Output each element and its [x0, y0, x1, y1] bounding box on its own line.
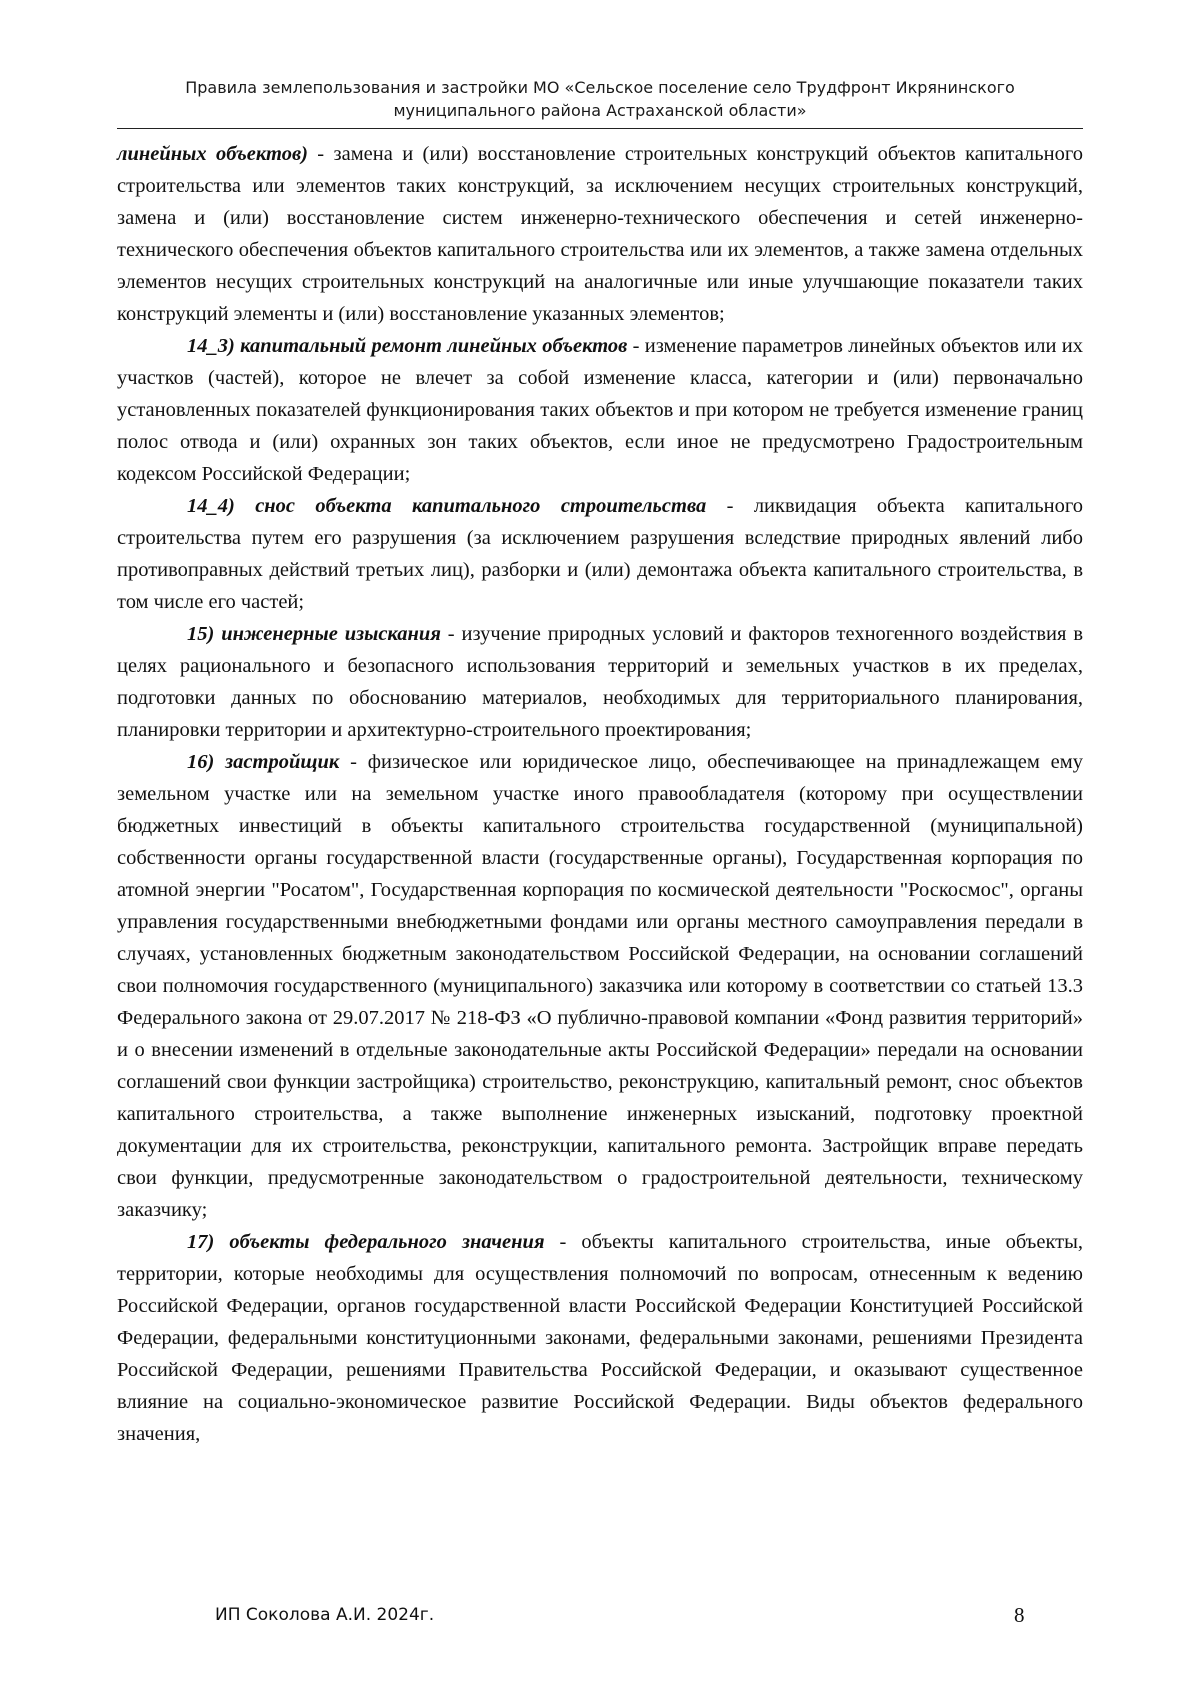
definition: - изменение параметров линейных объектов или их участков (частей), которое не влечет за собой изменение класса, категории и (или) первоначально установленных показателей функционирования таких объектов и при котором не требуется изменение границ полос отвода и (или) охранных зон таких объектов, если иное не предусмотрено Градостроительным кодексом Российской Федерации; — [117, 335, 1083, 485]
definition: - замена и (или) восстановление строительных конструкций объектов капитального строительства или элементов таких конструкций, за исключением несущих строительных конструкций, замена и (или) восстановление систем инженерно-технического обеспечения и сетей инженерно-технического обеспечения объектов капитального строительства или их элементов, а также замена отдельных элементов несущих строительных конструкций на аналогичные или иные улучшающие показатели таких конструкций элементы и (или) восстановление указанных элементов; — [117, 143, 1083, 325]
paragraph-14-4 — [117, 490, 1083, 618]
definition: - физическое или юридическое лицо, обеспечивающее на принадлежащем ему земельном участке или на земельном участке иного правообладателя (которому при осуществлении бюджетных инвестиций в объекты капитального строительства государственной (муниципальной) собственности органы государственной власти (государственные органы), Государственная корпорация по атомной энергии "Росатом", Государственная корпорация по космической деятельности "Роскосмос", органы управления государственными внебюджетными фондами или органы местного самоуправления передали в случаях, установленных бюджетным законодательством Российской Федерации, на основании соглашений свои полномочия государственного (муниципального) заказчика или которому в соответствии со статьей 13.3 Федерального закона от 29.07.2017 № 218-ФЗ «О публично-правовой компании «Фонд развития территорий» и о внесении изменений в отдельные законодательные акты Российской Федерации» передали на основании соглашений свои функции застройщика) строительство, реконструкцию, капитальный ремонт, снос объектов капитального строительства, а также выполнение инженерных изысканий, подготовку проектной документации для их строительства, реконструкции, капитального ремонта. Застройщик вправе передать свои функции, предусмотренные законодательством о градостроительной деятельности, техническому заказчику; — [117, 751, 1083, 1221]
term: 14_4) снос объекта капитального строительства — [187, 495, 707, 517]
running-header — [0, 76, 1200, 122]
paragraph-15 — [117, 618, 1083, 746]
page-footer — [0, 1602, 1200, 1632]
paragraph-14-2-continued — [117, 138, 1083, 330]
header-line-2: муниципального района Астраханской области» — [393, 101, 807, 120]
page-number: 8 — [1014, 1603, 1025, 1627]
term: 17) объекты федерального значения — [187, 1231, 545, 1253]
definition: - изучение природных условий и факторов техногенного воздействия в целях рационального и безопасного использования территорий и земельных участков в их пределах, подготовки данных по обоснованию материалов, необходимых для территориального планирования, планировки территории и архитектурно-строительного проектирования; — [117, 623, 1084, 741]
body-text — [117, 138, 1083, 1450]
paragraph-16 — [117, 746, 1083, 1226]
term: линейных объектов) — [117, 143, 308, 165]
header-line-1: Правила землепользования и застройки МО «Сельское поселение село Трудфронт Икрянинского — [185, 78, 1015, 97]
footer-author: ИП Соколова А.И. 2024г. — [215, 1605, 435, 1625]
term: 15) инженерные изыскания — [187, 623, 441, 645]
paragraph-14-3 — [117, 330, 1083, 490]
term: 16) застройщик — [187, 751, 340, 773]
term: 14_3) капитальный ремонт линейных объектов — [187, 335, 628, 357]
definition: - объекты капитального строительства, иные объекты, территории, которые необходимы для осуществления полномочий по вопросам, отнесенным к ведению Российской Федерации, органов государственной власти Российской Федерации Конституцией Российской Федерации, федеральными конституционными законами, федеральными законами, решениями Президента Российской Федерации, решениями Правительства Российской Федерации, и оказывают существенное влияние на социально-экономическое развитие Российской Федерации. Виды объектов федерального значения, — [117, 1231, 1084, 1445]
header-divider — [117, 128, 1083, 129]
paragraph-17 — [117, 1226, 1083, 1450]
definition: - ликвидация объекта капитального строительства путем его разрушения (за исключением разрушения вследствие природных явлений либо противоправных действий третьих лиц), разборки и (или) демонтажа объекта капитального строительства, в том числе его частей; — [117, 495, 1084, 613]
